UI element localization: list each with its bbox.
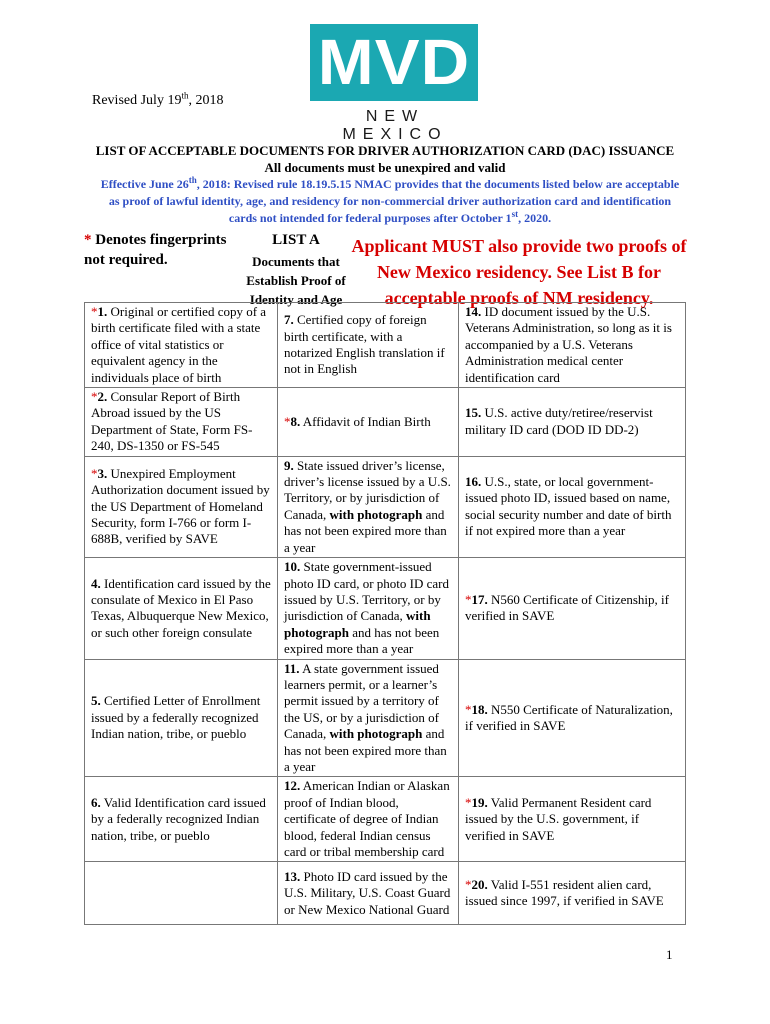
document-cell <box>459 456 686 557</box>
item-text: Certified copy of foreign birth certificate, with a notarized English translation if not in English <box>284 312 445 377</box>
item-text: State government-issued photo ID card, or photo ID card issued by U.S. Territory, or by jurisdiction of Canada, <box>284 559 449 624</box>
item-text: Valid Permanent Resident card issued by the U.S. government, if verified in SAVE <box>465 794 652 843</box>
document-cell <box>85 303 278 388</box>
document-cell <box>459 388 686 457</box>
list-a-subtitle: Documents that Establish Proof of Identity and Age <box>246 254 346 307</box>
item-number: 4. <box>91 575 101 591</box>
document-cell <box>278 303 459 388</box>
table-row <box>85 558 686 659</box>
document-cell <box>459 558 686 659</box>
document-cell <box>459 862 686 925</box>
item-number: 5. <box>91 693 101 709</box>
fingerprint-star: * <box>91 465 98 481</box>
fingerprint-star: * <box>91 389 98 405</box>
table-row <box>85 456 686 557</box>
document-cell <box>278 558 459 659</box>
table-row <box>85 388 686 457</box>
item-number: 10. <box>284 559 301 575</box>
item-text: U.S., state, or local government-issued photo ID, issued based on name, social security number and date of birth if not expired more than a year <box>465 474 672 539</box>
item-number: 14. <box>465 304 482 319</box>
document-cell <box>278 388 459 457</box>
item-number: 6. <box>91 794 101 810</box>
item-text: Certified Letter of Enrollment issued by a federally recognized Indian nation, tribe, or pueblo <box>91 693 261 742</box>
item-emphasis: with photograph <box>329 726 423 742</box>
logo-text: MVD <box>317 26 471 98</box>
documents-table <box>84 302 686 925</box>
item-text: State issued driver’s license, driver’s license issued by a U.S. Territory, or by jurisdiction of Canada, <box>284 457 451 522</box>
item-text: and has not been expired more than a year <box>284 624 440 657</box>
item-number: 18. <box>471 701 488 717</box>
fingerprint-note: * Denotes fingerprints not required. <box>84 232 227 268</box>
item-text: Valid Identification card issued by a federally recognized Indian nation, tribe, or pueblo <box>91 794 266 843</box>
item-emphasis: with photograph <box>284 608 431 640</box>
fingerprint-star: * <box>465 877 472 892</box>
fingerprint-star: * <box>465 591 472 607</box>
item-text: and has not been expired more than a year <box>284 506 447 555</box>
item-number: 2. <box>97 389 108 405</box>
item-text: U.S. active duty/retiree/reservist military ID card (DOD ID DD-2) <box>465 405 653 437</box>
table-row <box>85 659 686 777</box>
document-cell <box>85 456 278 557</box>
document-cell <box>459 659 686 777</box>
document-cell <box>459 303 686 388</box>
item-text: A state government issued learners permit, or a learner’s permit issued by a territory of the US, or by a jurisdiction of Canada, <box>284 660 439 742</box>
document-cell <box>278 456 459 557</box>
fingerprint-star: * <box>465 794 472 810</box>
residency-requirement: Applicant MUST also provide two proofs of New Mexico residency. See List B for acceptable proofs of NM residency. <box>351 236 687 308</box>
document-cell <box>278 862 459 925</box>
item-text: ID document issued by the U.S. Veterans Administration, so long as it is accompanied by a U.S. Veterans Administration medical center identification card <box>465 304 672 385</box>
item-number: 7. <box>284 312 294 328</box>
item-text: Affidavit of Indian Birth <box>300 413 431 429</box>
item-number: 1. <box>97 304 108 319</box>
table-row <box>85 862 686 925</box>
document-subtitle: All documents must be unexpired and valid <box>264 160 506 175</box>
item-text: Photo ID card issued by the U.S. Military, U.S. Coast Guard or New Mexico National Guard <box>284 868 451 917</box>
item-number: 9. <box>284 457 294 473</box>
item-text: Original or certified copy of a birth certificate filed with a state office of vital statistics or equivalent agency in the individuals place of birth <box>91 304 267 385</box>
logo-subtext: NEW MEXICO <box>342 108 448 143</box>
document-cell <box>85 777 278 862</box>
item-text: Unexpired Employment Authorization document issued by the US Department of Homeland Security, form I-766 or form I-688B, verified by SAVE <box>91 465 270 547</box>
item-number: 16. <box>465 474 482 490</box>
fingerprint-star: * <box>91 304 98 319</box>
item-number: 17. <box>471 591 488 607</box>
page-number: 1 <box>666 947 673 962</box>
item-number: 8. <box>290 413 301 429</box>
item-text: N560 Certificate of Citizenship, if verified in SAVE <box>465 591 669 624</box>
item-text: N550 Certificate of Naturalization, if verified in SAVE <box>465 701 673 733</box>
document-cell <box>85 659 278 777</box>
item-text: American Indian or Alaskan proof of Indian blood, certificate of degree of Indian blood, federal Indian census card or tribal membership card <box>284 778 450 859</box>
fingerprint-star: * <box>284 413 291 429</box>
document-cell <box>85 388 278 457</box>
item-number: 3. <box>97 465 108 481</box>
list-a-title: LIST A <box>272 232 320 248</box>
fingerprint-star: * <box>465 701 472 717</box>
document-cell <box>278 777 459 862</box>
item-text: Consular Report of Birth Abroad issued by the US Department of State, Form FS-240, DS-1350 or FS-545 <box>91 389 253 454</box>
document-title: LIST OF ACCEPTABLE DOCUMENTS FOR DRIVER AUTHORIZATION CARD (DAC) ISSUANCE <box>95 143 675 158</box>
item-number: 20. <box>471 877 488 892</box>
document-cell <box>85 558 278 659</box>
item-number: 11. <box>284 660 300 676</box>
item-text: Valid I-551 resident alien card, issued since 1997, if verified in SAVE <box>465 877 664 909</box>
item-number: 19. <box>471 794 488 810</box>
item-text: Identification card issued by the consulate of Mexico in El Paso Texas, Albuquerque New Mexico, or such other foreign consulate <box>91 575 271 640</box>
effective-notice: Effective June 26th, 2018: Revised rule 18.19.5.15 NMAC provides that the documents listed below are acceptable as proof of lawful identity, age, and residency for non-commercial driver authorization card and identification cards not intended for federal purposes after October 1st, 2020. <box>100 175 680 225</box>
item-number: 13. <box>284 868 301 884</box>
item-text: and has not been expired more than a year <box>284 726 447 774</box>
item-number: 15. <box>465 405 482 421</box>
revised-date: Revised July 19th, 2018 <box>92 90 224 108</box>
document-cell <box>85 862 278 925</box>
document-cell <box>459 777 686 862</box>
table-row <box>85 303 686 388</box>
table-row <box>85 777 686 862</box>
item-number: 12. <box>284 778 301 794</box>
document-cell <box>278 659 459 777</box>
item-emphasis: with photograph <box>329 506 423 522</box>
